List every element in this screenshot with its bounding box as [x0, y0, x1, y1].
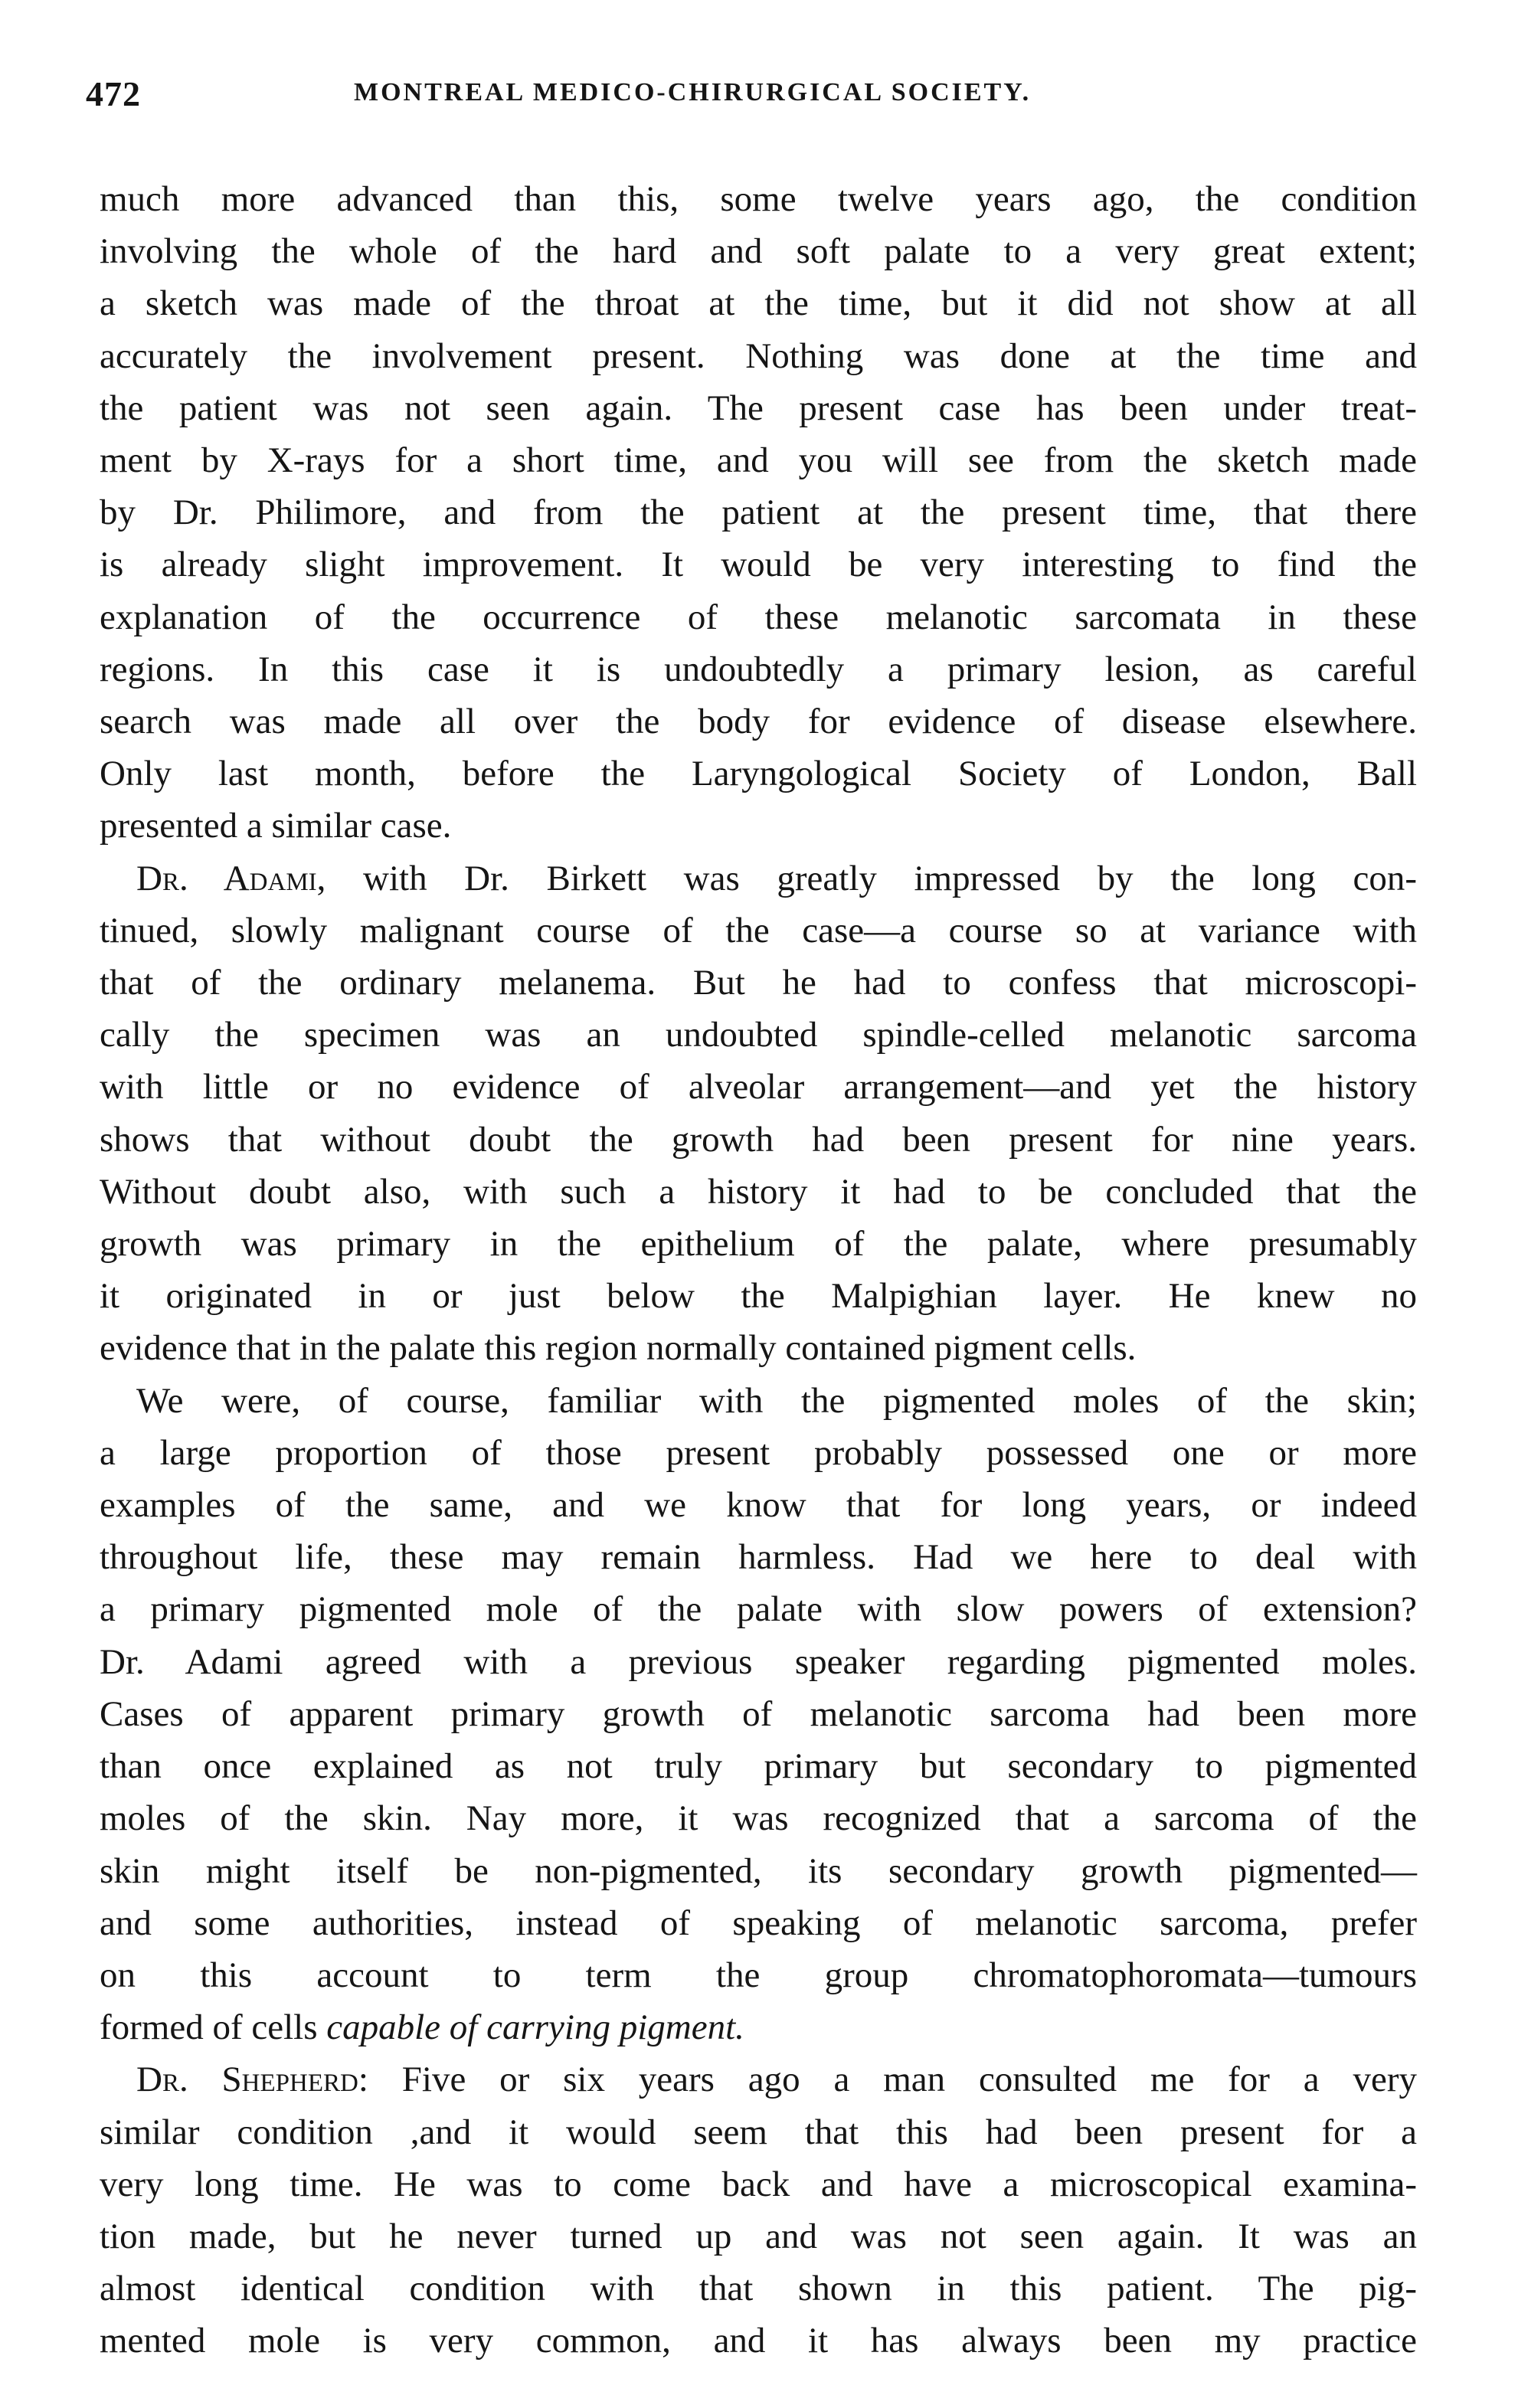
paragraph-4: [100, 2053, 1417, 2367]
text-line: Without doubt also, with such a history it had to be concluded that the: [100, 1171, 1417, 1212]
text-line: Only last month, before the Laryngological Society of London, Ball: [100, 754, 1417, 794]
text-line: throughout life, these may remain harmless. Had we here to deal with: [100, 1537, 1417, 1578]
speaker-name: Dr. Adami,: [136, 858, 326, 898]
text-line: shows that without doubt the growth had been present for nine years.: [100, 1119, 1417, 1160]
paragraph-3: [100, 1375, 1417, 2054]
italic-phrase: capable of carrying pigment.: [326, 2007, 744, 2048]
text-fragment: formed of cells: [100, 2007, 327, 2048]
text-line: than once explained as not truly primary but secondary to pigmented: [100, 1746, 1417, 1787]
text-line: is already slight improvement. It would be very interesting to find the: [100, 545, 1417, 585]
text-line: and some authorities, instead of speaking of melanotic sarcoma, prefer: [100, 1903, 1417, 1943]
text-line: growth was primary in the epithelium of the palate, where presumably: [100, 1224, 1417, 1265]
speaker-name: Dr. Shepherd:: [136, 2060, 368, 2100]
text-line: that of the ordinary melanema. But he had to confess that microscopi-: [100, 963, 1417, 1003]
text-line: skin might itself be non-pigmented, its secondary growth pigmented—: [100, 1850, 1417, 1891]
text-line: similar condition ,and it would seem that this had been present for a: [100, 2112, 1417, 2152]
text-line: mented mole is very common, and it has always been my practice: [100, 2321, 1417, 2361]
paragraph-1: [100, 173, 1417, 852]
page-number: 472: [86, 74, 141, 113]
text-line: [100, 852, 1417, 905]
text-line: very long time. He was to come back and have a microscopical examina-: [100, 2164, 1417, 2204]
text-line: Dr. Adami agreed with a previous speaker regarding pigmented moles.: [100, 1641, 1417, 1682]
text-line: cally the specimen was an undoubted spindle-celled melanotic sarcoma: [100, 1015, 1417, 1055]
text-line: it originated in or just below the Malpighian layer. He knew no: [100, 1276, 1417, 1317]
text-line: tinued, slowly malignant course of the case—a course so at variance with: [100, 910, 1417, 950]
text-line: examples of the same, and we know that for long years, or indeed: [100, 1485, 1417, 1526]
text-line: the patient was not seen again. The present case has been under treat-: [100, 388, 1417, 428]
text-line: with little or no evidence of alveolar arrangement—and yet the history: [100, 1067, 1417, 1107]
text-line: on this account to term the group chromatophoromata—tumours: [100, 1955, 1417, 1995]
text-line: [100, 2001, 1417, 2053]
text-fragment: with Dr. Birkett was greatly impressed by the long con-: [326, 858, 1417, 898]
text-line: regions. In this case it is undoubtedly a primary lesion, as careful: [100, 649, 1417, 689]
text-line: a large proportion of those present probably possessed one or more: [100, 1432, 1417, 1473]
text-fragment: Five or six years ago a man consulted me for a very: [368, 2060, 1418, 2100]
text-line: tion made, but he never turned up and was not seen again. It was an: [100, 2216, 1417, 2256]
body-text: [100, 173, 1417, 2367]
text-line: accurately the involvement present. Nothing was done at the time and: [100, 335, 1417, 376]
paragraph-2: [100, 852, 1417, 1375]
text-line: by Dr. Philimore, and from the patient at the present time, that there: [100, 492, 1417, 533]
text-line: We were, of course, familiar with the pigmented moles of the skin;: [136, 1380, 1417, 1421]
text-line: moles of the skin. Nay more, it was recognized that a sarcoma of the: [100, 1798, 1417, 1839]
running-head: [86, 74, 1434, 123]
text-line: much more advanced than this, some twelve years ago, the condition: [100, 179, 1417, 219]
text-line: involving the whole of the hard and soft palate to a very great extent;: [100, 231, 1417, 272]
text-line: ment by X-rays for a short time, and you will see from the sketch made: [100, 440, 1417, 481]
text-line: presented a similar case.: [100, 806, 452, 846]
text-line: [100, 2053, 1417, 2105]
text-line: a primary pigmented mole of the palate with slow powers of extension?: [100, 1589, 1417, 1630]
text-line: a sketch was made of the throat at the time, but it did not show at all: [100, 283, 1417, 324]
text-line: explanation of the occurrence of these melanotic sarcomata in these: [100, 597, 1417, 637]
journal-title: MONTREAL MEDICO-CHIRURGICAL SOCIETY.: [354, 78, 1032, 106]
text-line: Cases of apparent primary growth of melanotic sarcoma had been more: [100, 1693, 1417, 1734]
text-line: almost identical condition with that shown in this patient. The pig-: [100, 2269, 1417, 2309]
text-line: evidence that in the palate this region normally contained pigment cells.: [100, 1328, 1137, 1369]
text-line: search was made all over the body for evidence of disease elsewhere.: [100, 702, 1417, 742]
